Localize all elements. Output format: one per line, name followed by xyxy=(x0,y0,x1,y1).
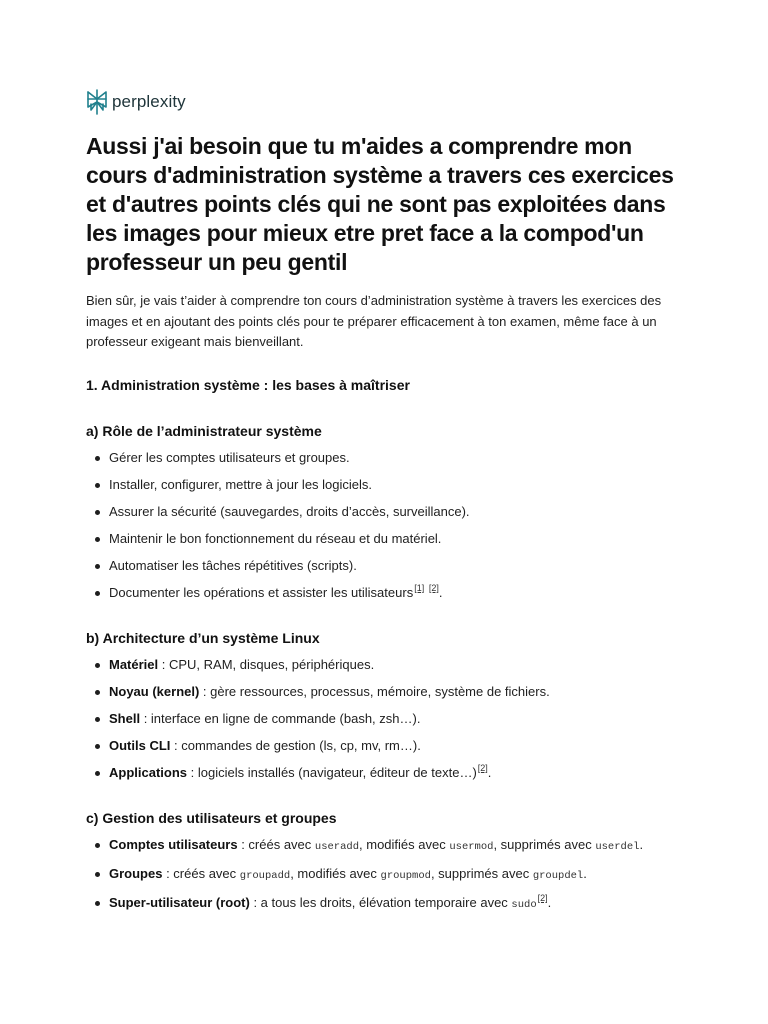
list-linux-architecture xyxy=(86,656,686,782)
list-item: Comptes utilisateurs : créés avec useradd, modifiés avec usermod, supprimés avec userdel. xyxy=(109,836,686,856)
list-item: Noyau (kernel) : gère ressources, processus, mémoire, système de fichiers. xyxy=(109,683,686,701)
list-item: Applications : logiciels installés (navigateur, éditeur de texte…)[2]. xyxy=(109,764,686,782)
document-page xyxy=(86,88,686,923)
list-item: Documenter les opérations et assister les utilisateurs[1] [2]. xyxy=(109,584,686,602)
list-users-groups xyxy=(86,836,686,914)
citation-link[interactable]: [1] xyxy=(414,583,425,594)
list-item: Outils CLI : commandes de gestion (ls, cp, mv, rm…). xyxy=(109,737,686,755)
list-item: Maintenir le bon fonctionnement du réseau et du matériel. xyxy=(109,530,686,548)
citation-link[interactable]: [2] xyxy=(537,893,548,904)
command: groupadd xyxy=(239,869,291,882)
term: Shell xyxy=(109,710,141,726)
term: Noyau (kernel) xyxy=(109,683,200,699)
subsection-heading-a: a) Rôle de l’administrateur système xyxy=(86,422,322,439)
list-item: Automatiser les tâches répétitives (scripts). xyxy=(109,557,686,575)
list-item: Installer, configurer, mettre à jour les logiciels. xyxy=(109,476,686,494)
command: groupdel xyxy=(532,869,584,882)
term: Matériel xyxy=(109,656,159,672)
section-heading-1: 1. Administration système : les bases à maîtriser xyxy=(86,376,410,393)
brand-logo[interactable] xyxy=(86,88,686,116)
perplexity-logo-icon xyxy=(86,89,108,115)
citation-link[interactable]: [2] xyxy=(428,583,439,594)
list-item: Assurer la sécurité (sauvegardes, droits d’accès, surveillance). xyxy=(109,503,686,521)
subsection-heading-c: c) Gestion des utilisateurs et groupes xyxy=(86,809,337,826)
command: userdel xyxy=(595,840,640,853)
term: Groupes xyxy=(109,865,163,881)
list-item: Gérer les comptes utilisateurs et groupes. xyxy=(109,449,686,467)
citation-link[interactable]: [2] xyxy=(477,763,488,774)
list-item: Matériel : CPU, RAM, disques, périphériques. xyxy=(109,656,686,674)
list-item: Super-utilisateur (root) : a tous les droits, élévation temporaire avec sudo[2]. xyxy=(109,894,686,914)
list-role-admin xyxy=(86,449,686,602)
list-item: Groupes : créés avec groupadd, modifiés avec groupmod, supprimés avec groupdel. xyxy=(109,865,686,885)
list-item: Shell : interface en ligne de commande (bash, zsh…). xyxy=(109,710,686,728)
brand-name: perplexity xyxy=(112,92,186,111)
command: sudo xyxy=(511,898,537,911)
subsection-heading-b: b) Architecture d’un système Linux xyxy=(86,629,320,646)
page-title: Aussi j'ai besoin que tu m'aides a comprendre mon cours d'administration système a travers ces exercices et d'autres points clés qui ne sont pas exploitées dans les images pour mieux etre pret face a la compod'un professeur un peu gentil xyxy=(86,133,674,275)
command: usermod xyxy=(449,840,494,853)
command: groupmod xyxy=(380,869,431,882)
intro-paragraph: Bien sûr, je vais t’aider à comprendre ton cours d’administration système à travers les exercices des images et en ajoutant des points clés pour te préparer efficacement à ton examen, même face à un professeur exigeant mais bienveillant. xyxy=(86,293,662,349)
term: Comptes utilisateurs xyxy=(109,836,238,852)
term: Outils CLI xyxy=(109,737,171,753)
term: Super-utilisateur (root) xyxy=(109,894,250,910)
term: Applications xyxy=(109,764,188,780)
command: useradd xyxy=(314,840,360,853)
